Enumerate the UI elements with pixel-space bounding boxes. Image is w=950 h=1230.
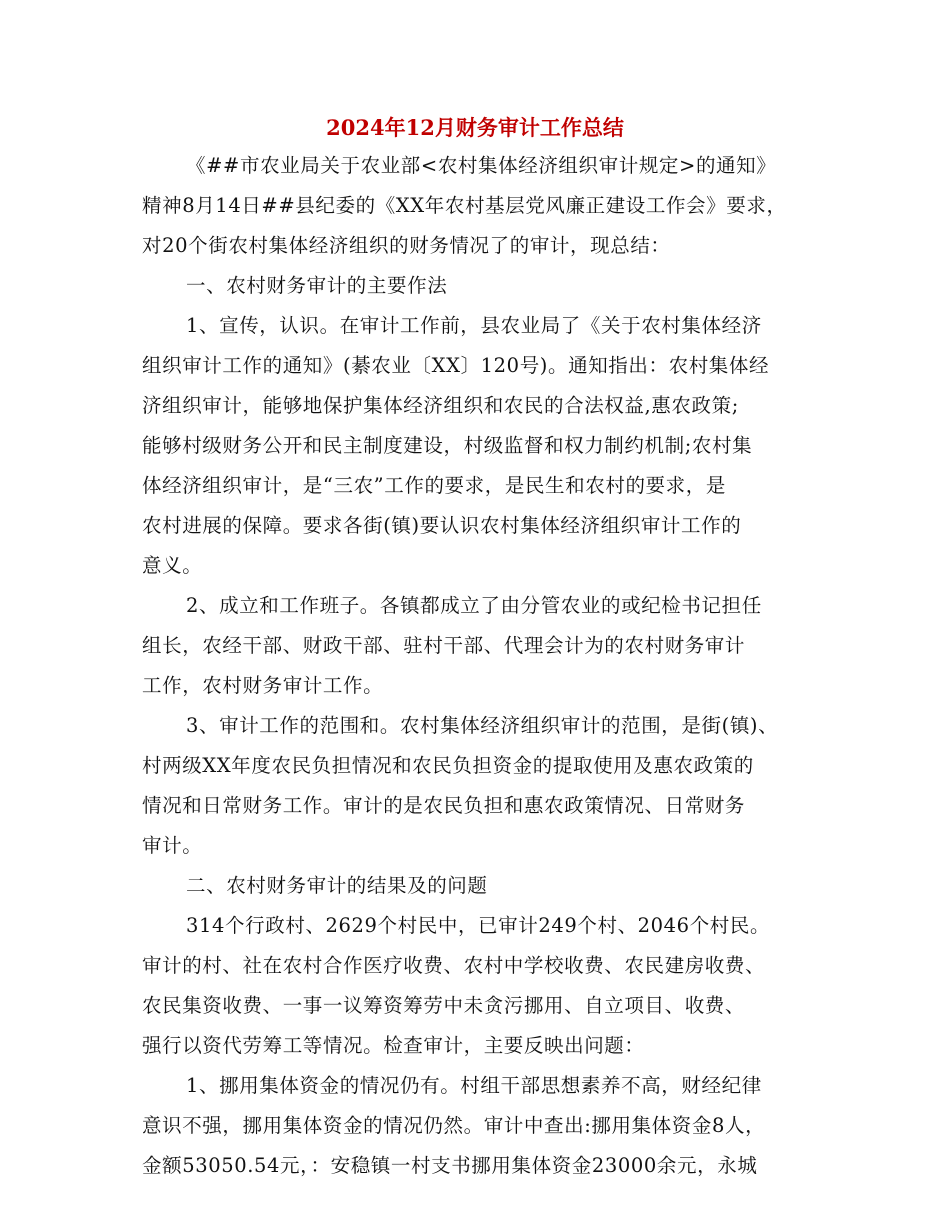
- paragraph-line: 1、挪用集体资金的情况仍有。村组干部思想素养不高，财经纪律: [186, 1074, 762, 1097]
- paragraph-line: 意识不强，挪用集体资金的情况仍然。审计中查出:挪用集体资金8人，: [142, 1114, 766, 1137]
- paragraph-line: 审计。: [142, 834, 203, 857]
- paragraph-line: 对20个街农村集体经济组织的财务情况了的审计，现总结：: [142, 234, 671, 257]
- paragraph-line: 意义。: [142, 554, 203, 577]
- paragraph-line: 组织审计工作的通知》(綦农业〔XX〕120号)。通知指出：农村集体经: [142, 354, 770, 377]
- paragraph-line: 组长，农经干部、财政干部、驻村干部、代理会计为的农村财务审计: [142, 634, 746, 657]
- paragraph-line: 314个行政村、2629个村民中，已审计249个村、2046个村民。: [186, 914, 771, 937]
- paragraph-line: 精神8月14日##县纪委的《XX年农村基层党风廉正建设工作会》要求，: [142, 194, 787, 217]
- paragraph-line: 工作，农村财务审计工作。: [142, 674, 384, 697]
- paragraph-line: 情况和日常财务工作。审计的是农民负担和惠农政策情况、日常财务: [142, 794, 746, 817]
- paragraph-line: 1、宣传，认识。在审计工作前，县农业局了《关于农村集体经济: [186, 314, 762, 337]
- paragraph-line: 审计的村、社在农村合作医疗收费、农村中学校收费、农民建房收费、: [142, 954, 766, 977]
- section-heading: 一、农村财务审计的主要作法: [186, 274, 448, 297]
- paragraph-line: 济组织审计，能够地保护集体经济组织和农民的合法权益,惠农政策;: [142, 394, 739, 417]
- document-title: 2024年12月财务审计工作总结: [326, 115, 624, 140]
- paragraph-line: 2、成立和工作班子。各镇都成立了由分管农业的或纪检书记担任: [186, 594, 762, 617]
- paragraph-line: 村两级XX年度农民负担情况和农民负担资金的提取使用及惠农政策的: [142, 754, 754, 777]
- paragraph-line: 金额53050.54元，：安稳镇一村支书挪用集体资金23000余元，永城: [142, 1154, 758, 1177]
- paragraph-line: 农民集资收费、一事一议筹资筹劳中未贪污挪用、自立项目、收费、: [142, 994, 746, 1017]
- paragraph-line: 3、审计工作的范围和。农村集体经济组织审计的范围，是街(镇)、: [186, 714, 779, 737]
- paragraph-line: 体经济组织审计，是“三农”工作的要求，是民生和农村的要求，是: [142, 474, 726, 497]
- paragraph-line: 强行以资代劳筹工等情况。检查审计，主要反映出问题：: [142, 1034, 645, 1057]
- paragraph-line: 《##市农业局关于农业部<农村集体经济组织审计规定>的通知》: [186, 154, 777, 177]
- paragraph-line: 能够村级财务公开和民主制度建设，村级监督和权力制约机制;农村集: [142, 434, 753, 457]
- section-heading: 二、农村财务审计的结果及的问题: [186, 874, 488, 897]
- paragraph-line: 农村进展的保障。要求各街(镇)要认识农村集体经济组织审计工作的: [142, 514, 742, 537]
